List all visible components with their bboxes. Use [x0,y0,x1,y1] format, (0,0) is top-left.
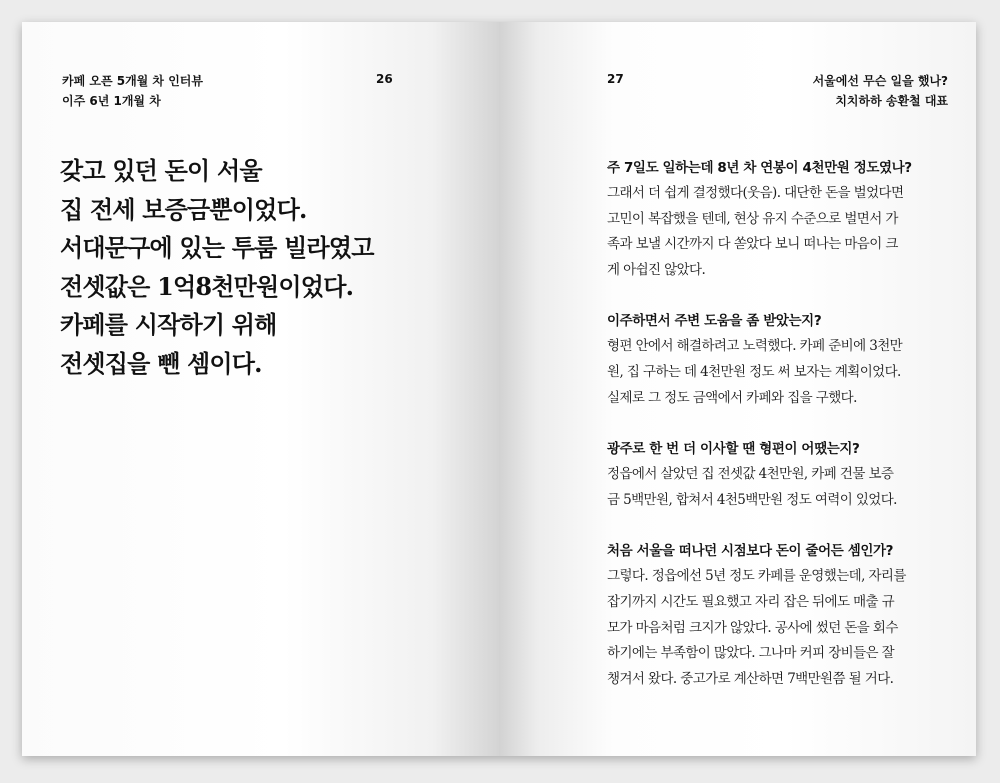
headline-line: 서대문구에 있는 투룸 빌라였고 [60,233,374,262]
answer-line: 족과 보낼 시간까지 다 쏟았다 보니 떠나는 마음이 크 [607,236,898,253]
interview-qa [607,156,947,718]
headline-line: 집 전세 보증금뿐이었다. [60,194,307,224]
left-header-line: 이주 6년 1개월 차 [62,94,161,108]
interview-question: 이주하면서 주변 도움을 좀 받았는지? [607,313,822,330]
answer-line: 형편 안에서 해결하려고 노력했다. 카페 준비에 3천만 [607,338,903,355]
answer-line: 실제로 그 정도 금액에서 카페와 집을 구했다. [607,389,857,406]
qa-item [607,156,947,283]
answer-line: 잡기까지 시간도 필요했고 자리 잡은 뒤에도 매출 규 [607,593,895,610]
answer-line: 원, 집 구하는 데 4천만원 정도 써 보자는 계획이었다. [607,363,901,380]
left-header-line: 카페 오픈 5개월 차 인터뷰 [62,74,203,88]
right-header-line: 서울에선 무슨 일을 했나? [812,74,948,88]
headline-line: 카페를 시작하기 위해 [60,310,277,339]
answer-line: 고민이 복잡했을 텐데, 현상 유지 수준으로 벌면서 가 [607,210,898,227]
interview-answer [607,462,947,513]
answer-line: 게 아쉽진 않았다. [607,261,706,278]
answer-line: 챙겨서 왔다. 중고가로 계산하면 7백만원쯤 될 거다. [607,670,894,687]
answer-line: 모가 마음처럼 크지가 않았다. 공사에 썼던 돈을 회수 [607,619,898,636]
book-spread [22,22,976,756]
right-header-line: 치치하하 송환철 대표 [835,94,948,108]
qa-item [607,309,947,411]
interview-question: 광주로 한 번 더 이사할 땐 형편이 어땠는지? [607,441,860,458]
interview-answer [607,334,947,411]
answer-line: 금 5백만원, 합쳐서 4천5백만원 정도 여력이 있었다. [607,491,897,508]
headline-line: 갖고 있던 돈이 서울 [60,156,262,185]
right-page-number: 27 [607,72,624,86]
answer-line: 정읍에서 살았던 집 전셋값 4천만원, 카페 건물 보증 [607,466,894,483]
interview-question: 처음 서울을 떠나던 시점보다 돈이 줄어든 셈인가? [607,543,894,560]
interview-answer [607,564,947,692]
answer-line: 그렇다. 정읍에선 5년 정도 카페를 운영했는데, 자리를 [607,568,906,585]
interview-question: 주 7일도 일하는데 8년 차 연봉이 4천만원 정도였나? [607,160,912,176]
right-page [499,22,976,756]
left-running-header [62,71,203,111]
answer-line: 하기에는 부족함이 많았다. 그나마 커피 장비들은 잘 [607,645,895,662]
pull-quote-headline [60,152,374,383]
interview-answer [607,181,947,283]
headline-line: 전셋값은 1억8천만원이었다. [60,271,354,301]
headline-line: 전셋집을 뺀 셈이다. [60,348,262,378]
right-running-header [813,71,948,111]
answer-line: 그래서 더 쉽게 결정했다(웃음). 대단한 돈을 벌었다면 [607,185,904,201]
left-page [22,22,499,756]
qa-item [607,437,947,513]
left-page-number: 26 [376,72,393,86]
qa-item [607,539,947,692]
